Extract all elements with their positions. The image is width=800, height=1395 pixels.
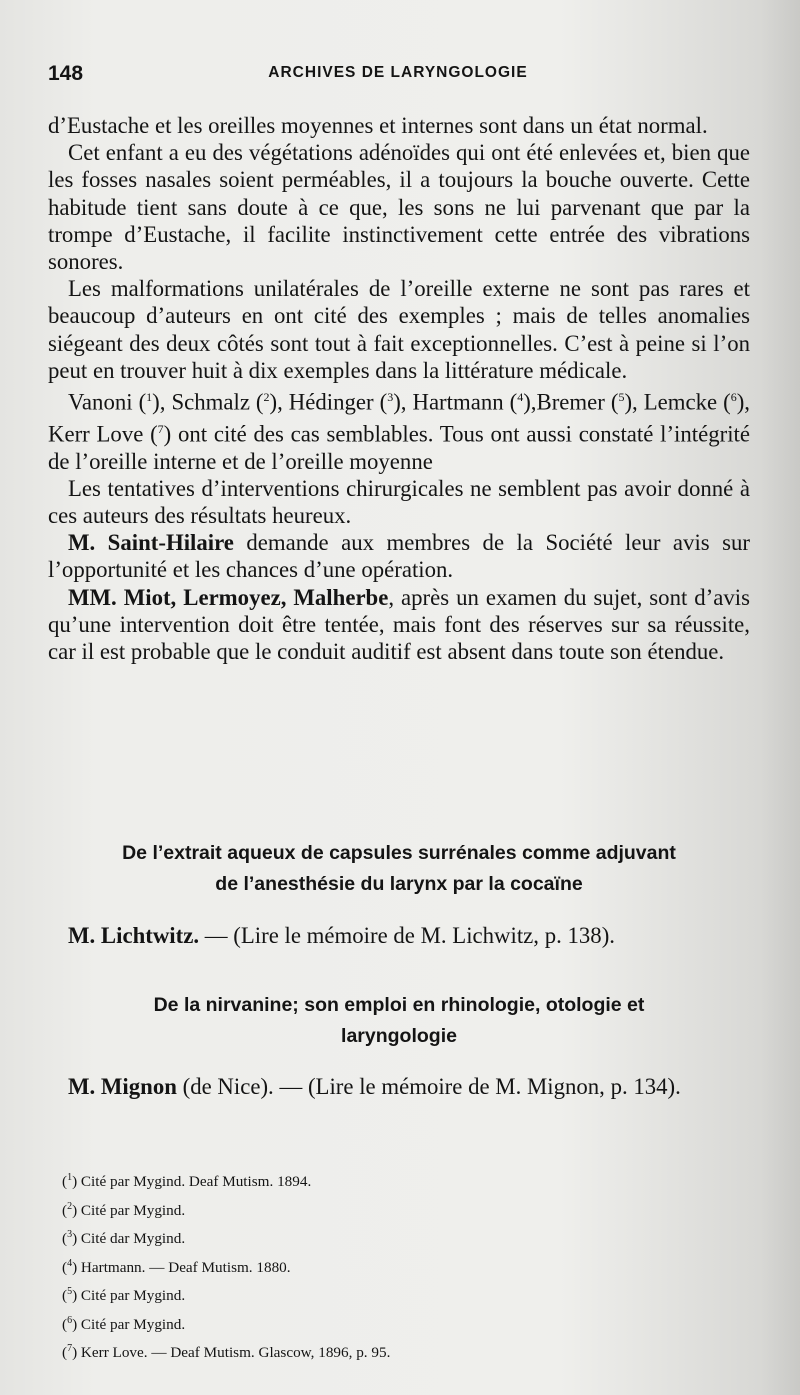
footnote-text: Cité par Mygind. xyxy=(80,1315,186,1333)
footnote: ($^2$) Cité par Mygind. xyxy=(62,1200,186,1219)
page-header xyxy=(48,62,748,88)
footnote-number: 4 xyxy=(67,1257,73,1269)
speaker-text: demande aux membres de la Société leur avis sur l’opportunité et les chances d’une opération. xyxy=(48,530,750,583)
section-heading xyxy=(48,990,750,1052)
running-head: ARCHIVES DE LARYNGOLOGIE xyxy=(268,64,528,81)
footnote-ref: 6 xyxy=(730,390,737,405)
footnote-ref: 1 xyxy=(146,390,153,405)
citations-paragraph xyxy=(48,384,750,475)
section-heading-line: De l’extrait aqueux de capsules surrénales comme adjuvant xyxy=(122,842,676,864)
speaker-name: M. Lichtwitz. xyxy=(68,923,200,948)
text-run: ), Hartmann ( xyxy=(393,389,518,415)
footnote-number: 7 xyxy=(67,1343,73,1355)
text-run: ),Bremer ( xyxy=(523,389,619,415)
footnote-number: 3 xyxy=(67,1229,73,1241)
text-run: ), Lemcke ( xyxy=(624,389,731,415)
speaker-name: MM. Miot, Lermoyez, Malherbe xyxy=(68,584,389,610)
footnote-number: 6 xyxy=(67,1314,73,1326)
footnote-number: 2 xyxy=(67,1200,73,1212)
section-paragraph xyxy=(48,1073,750,1101)
speaker-text: , après un examen du sujet, sont d’avis qu’une intervention doit être tentée, mais font des réserves sur sa réussite, car il est probable que le conduit auditif est absent dans toute son étendue. xyxy=(48,584,751,665)
footnotes xyxy=(62,1166,662,1366)
speaker-text: — (Lire le mémoire de M. Lichwitz, p. 138). xyxy=(199,923,615,948)
paragraph: Les malformations unilatérales de l’oreille externe ne sont pas rares et beaucoup d’auteurs en ont cité des exemples ; mais de telles anomalies siégeant des deux côtés sont tout à fait exceptionnelles. C’est à peine si l’on peut en trouver huit à dix exemples dans la littérature médicale. xyxy=(48,276,750,383)
footnote: ($^7$) Kerr Love. — Deaf Mutism. Glascow, 1896, p. 95. xyxy=(62,1343,391,1362)
footnote-text: Cité dar Mygind. xyxy=(80,1230,186,1248)
speaker-paragraph xyxy=(48,584,750,666)
footnote: ($^6$) Cité par Mygind. xyxy=(62,1314,186,1333)
paragraph: d’Eustache et les oreilles moyennes et internes sont dans un état normal. xyxy=(48,113,708,138)
text-run: ), Kerr Love ( xyxy=(48,389,751,447)
footnote-text: Cité par Mygind. xyxy=(80,1201,186,1219)
footnote-text: Cité par Mygind. Deaf Mutism. 1894. xyxy=(80,1173,312,1191)
footnote-number: 5 xyxy=(67,1286,73,1298)
footnote: ($^4$) Hartmann. — Deaf Mutism. 1880. xyxy=(62,1257,291,1276)
speaker-name: M. Mignon xyxy=(68,1074,177,1099)
footnote: ($^3$) Cité dar Mygind. xyxy=(62,1229,186,1248)
speaker-name: M. Saint-Hilaire xyxy=(68,530,234,556)
footnote-text: Cité par Mygind. xyxy=(80,1287,186,1305)
text-run: ) ont cité des cas semblables. Tous ont aussi constaté l’intégrité de l’oreille interne et de l’oreille moyenne xyxy=(48,421,750,474)
footnote-ref: 2 xyxy=(263,390,270,405)
footnote-text: Kerr Love. — Deaf Mutism. Glascow, 1896, p. 95. xyxy=(80,1344,391,1362)
text-run: ), Schmalz ( xyxy=(152,389,264,415)
footnote: ($^1$) Cité par Mygind. Deaf Mutism. 1894. xyxy=(62,1172,312,1191)
section-heading xyxy=(48,838,750,900)
page-number: 148 xyxy=(48,62,84,85)
section-heading-line: de l’anesthésie du larynx par la cocaïne xyxy=(215,873,583,895)
footnote-number: 1 xyxy=(67,1172,73,1183)
footnote-ref: 3 xyxy=(387,390,394,405)
footnote-ref: 4 xyxy=(517,390,524,405)
text-run: Vanoni ( xyxy=(68,389,147,415)
section-heading-line: laryngologie xyxy=(341,1025,457,1047)
paragraph: Cet enfant a eu des végétations adénoïdes qui ont été enlevées et, bien que les fosses nasales soient perméables, il a toujours la bouche ouverte. Cette habitude tient sans doute à ce que, les sons ne lui parvenant que par la trompe d’Eustache, il facilite instinctivement cette entrée des vibrations sonores. xyxy=(48,140,750,275)
section-paragraph xyxy=(48,922,750,950)
footnote-ref: 7 xyxy=(157,421,164,436)
speaker-paragraph xyxy=(48,529,750,583)
body-text xyxy=(48,112,750,665)
footnote-text: Hartmann. — Deaf Mutism. 1880. xyxy=(80,1258,291,1276)
section-heading-line: De la nirvanine; son emploi en rhinologie, otologie et xyxy=(153,994,645,1016)
speaker-text: (de Nice). — (Lire le mémoire de M. Mignon, p. 134). xyxy=(176,1074,681,1099)
footnote: ($^5$) Cité par Mygind. xyxy=(62,1286,186,1305)
paragraph: Les tentatives d’interventions chirurgicales ne semblent pas avoir donné à ces auteurs des résultats heureux. xyxy=(48,475,750,529)
text-run: ), Hédinger ( xyxy=(269,389,388,415)
footnote-ref: 5 xyxy=(618,390,625,405)
